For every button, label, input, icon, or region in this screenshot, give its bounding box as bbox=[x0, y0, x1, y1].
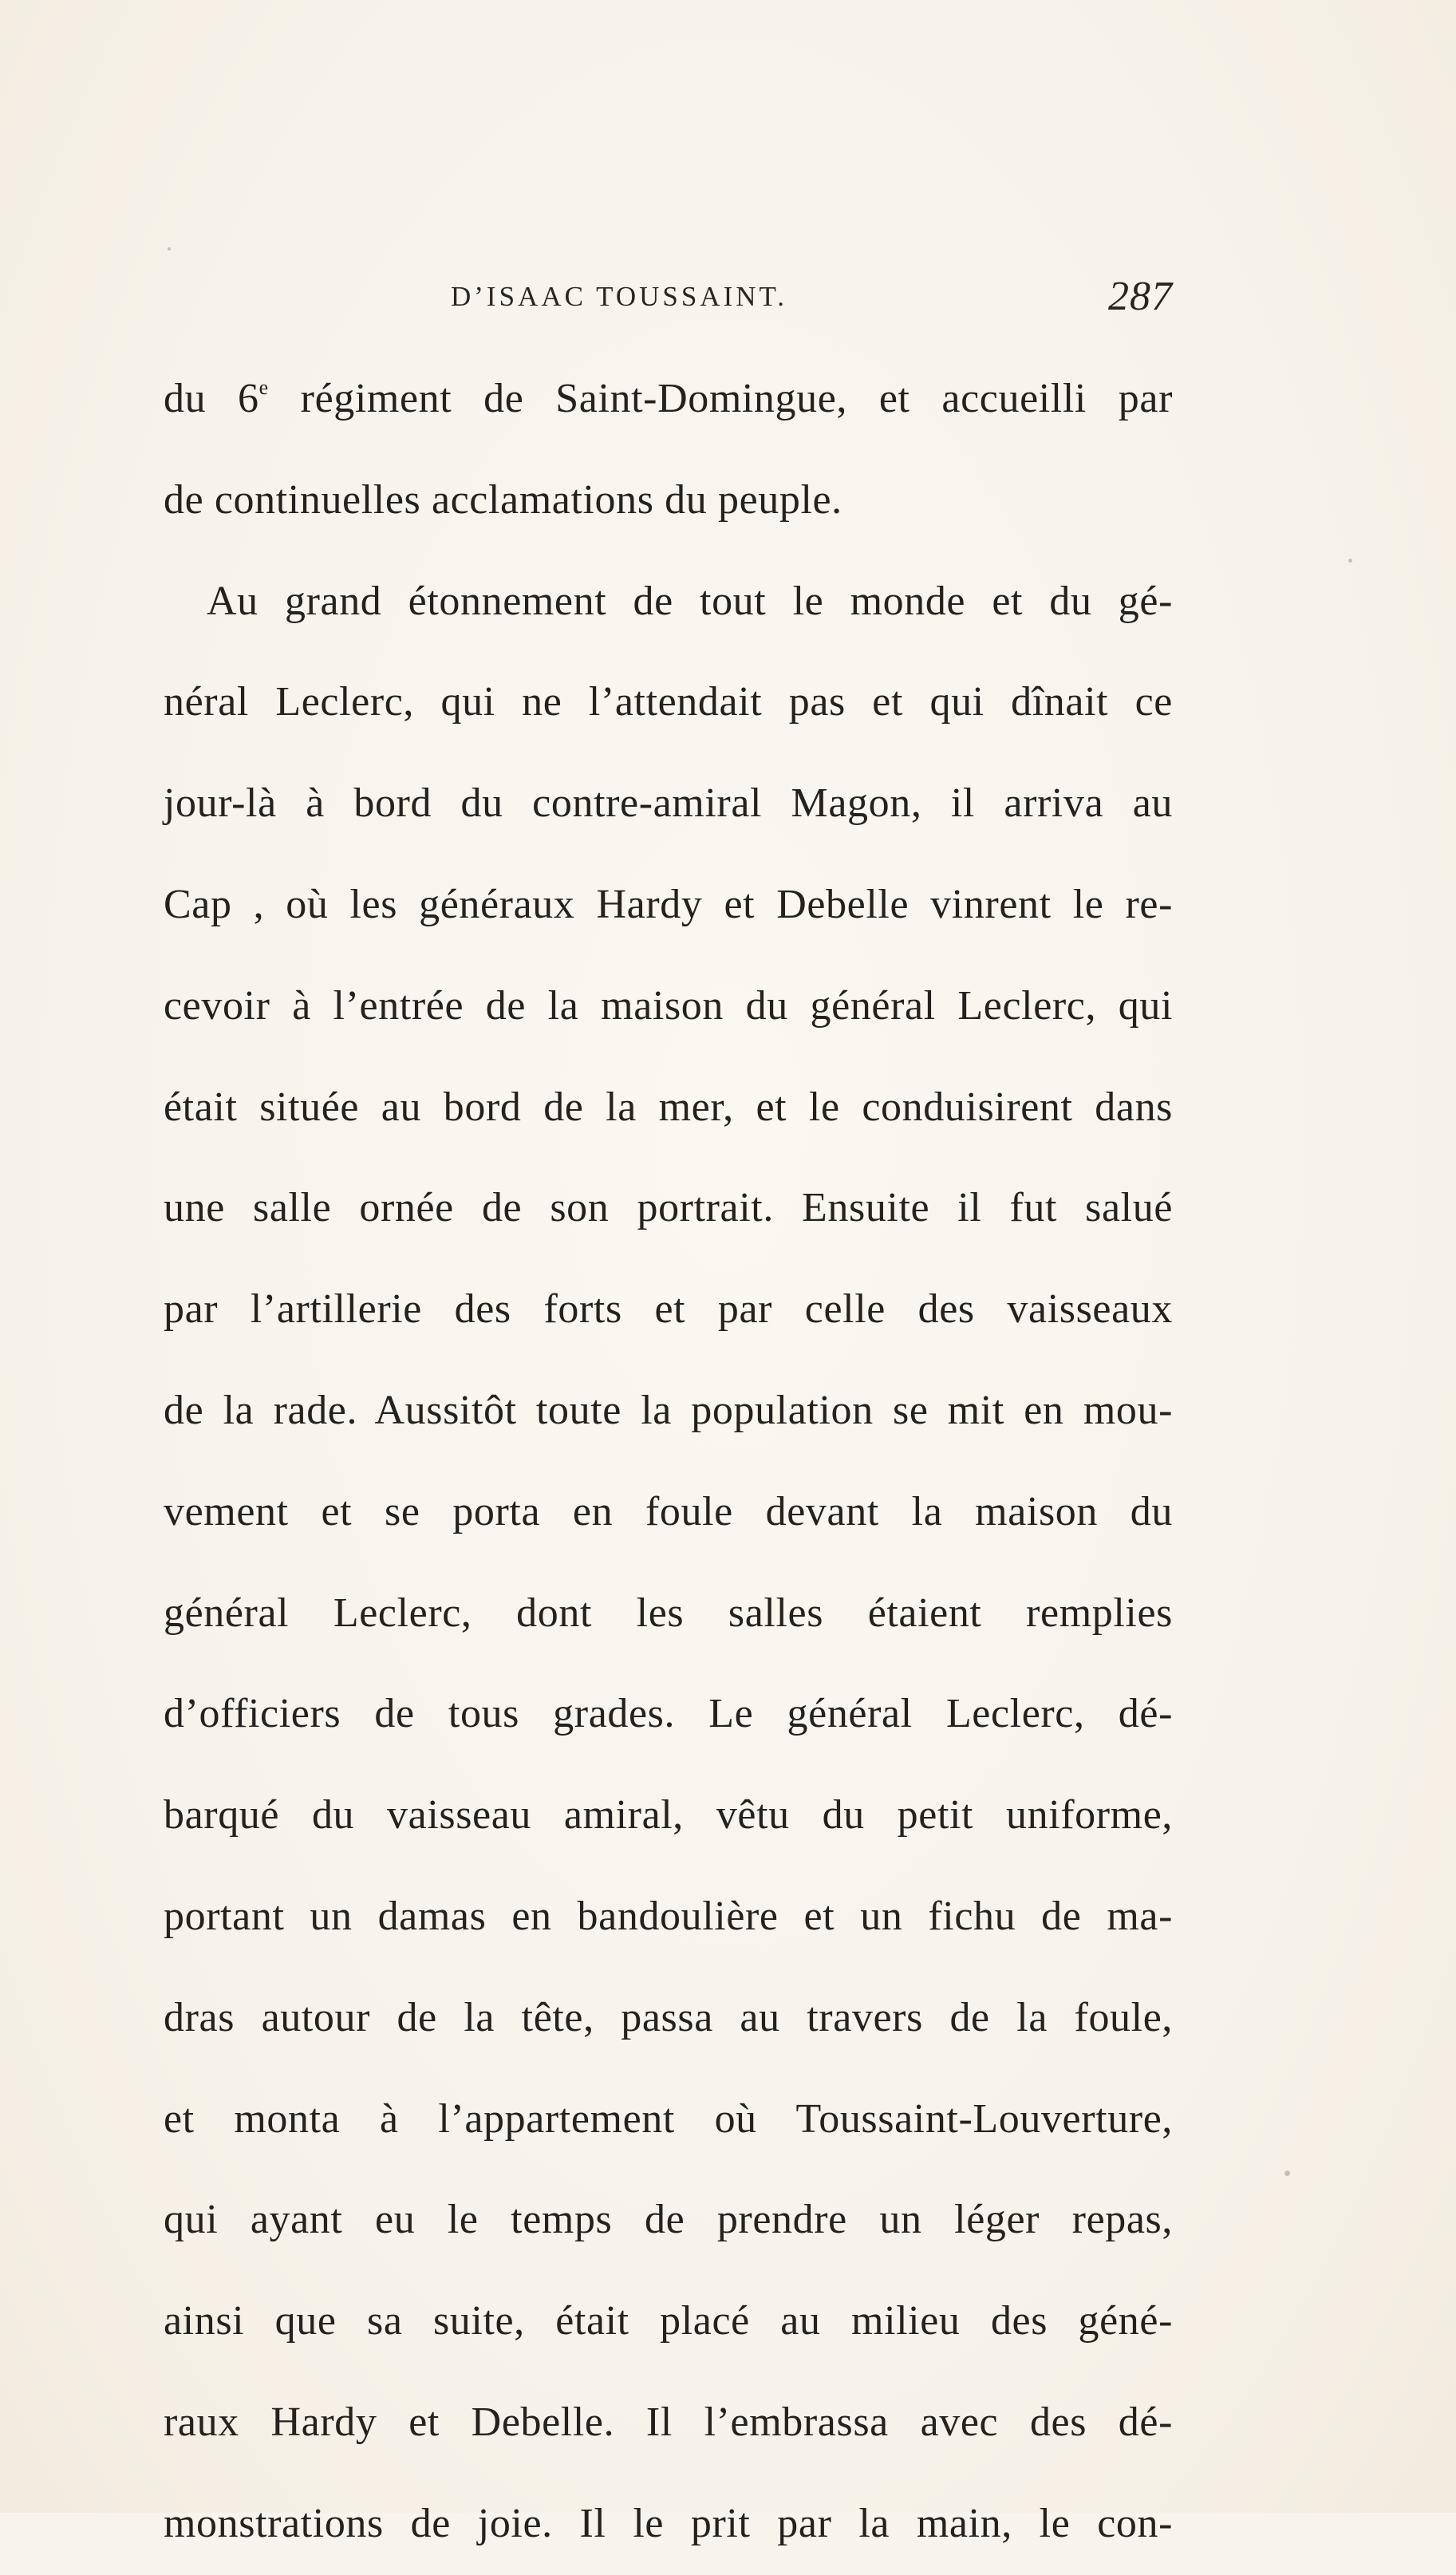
text-fragment: du 6 bbox=[164, 376, 259, 421]
text-line: monstrations de joie. Il le prit par la main, le con- bbox=[164, 2500, 1173, 2546]
page-header bbox=[164, 274, 1173, 329]
text-line: et monta à l’appartement où Toussaint-Louverture, bbox=[164, 2095, 1173, 2142]
text-line: général Leclerc, dont les salles étaient remplies bbox=[164, 1590, 1173, 1636]
text-line: d’officiers de tous grades. Le général Leclerc, dé- bbox=[164, 1691, 1173, 1737]
ordinal-superscript: e bbox=[258, 376, 269, 399]
running-title: D’ISAAC TOUSSAINT. bbox=[451, 281, 788, 312]
text-line: vement et se porta en foule devant la maison du bbox=[164, 1488, 1173, 1534]
text-line: barqué du vaisseau amiral, vêtu du petit uniforme, bbox=[164, 1792, 1173, 1838]
text-fragment: régiment de Saint-Domingue, et accueilli par bbox=[268, 376, 1173, 421]
text-line: ainsi que sa suite, était placé au milieu des géné- bbox=[164, 2298, 1173, 2344]
page-number: 287 bbox=[1108, 274, 1173, 319]
paper-speck bbox=[1284, 2170, 1290, 2176]
text-line: jour-là à bord du contre-amiral Magon, il arriva au bbox=[164, 780, 1173, 827]
text-line: de la rade. Aussitôt toute la population se mit en mou- bbox=[164, 1387, 1173, 1433]
text-line: était située au bord de la mer, et le conduisirent dans bbox=[164, 1084, 1173, 1130]
body-text bbox=[164, 349, 1173, 2575]
text-line: portant un damas en bandoulière et un fichu de ma- bbox=[164, 1893, 1173, 1939]
text-line bbox=[164, 349, 1173, 450]
text-line: dras autour de la tête, passa au travers de la foule, bbox=[164, 1994, 1173, 2040]
text-line: néral Leclerc, qui ne l’attendait pas et qui dînait ce bbox=[164, 679, 1173, 725]
text-line: une salle ornée de son portrait. Ensuite il fut salué bbox=[164, 1185, 1173, 1231]
paper-speck bbox=[168, 247, 171, 251]
text-line: qui ayant eu le temps de prendre un léger repas, bbox=[164, 2197, 1173, 2243]
text-line: par l’artillerie des forts et par celle des vaisseaux bbox=[164, 1286, 1173, 1333]
text-line: cevoir à l’entrée de la maison du général Leclerc, qui bbox=[164, 982, 1173, 1029]
paragraph-first-line: Au grand étonnement de tout le monde et du gé- bbox=[207, 578, 1173, 624]
paper-speck bbox=[1348, 559, 1352, 563]
text-line: raux Hardy et Debelle. Il l’embrassa avec des dé- bbox=[164, 2399, 1173, 2445]
text-line: de continuelles acclamations du peuple. bbox=[164, 476, 842, 523]
text-line: Cap , où les généraux Hardy et Debelle vinrent le re- bbox=[164, 881, 1173, 927]
